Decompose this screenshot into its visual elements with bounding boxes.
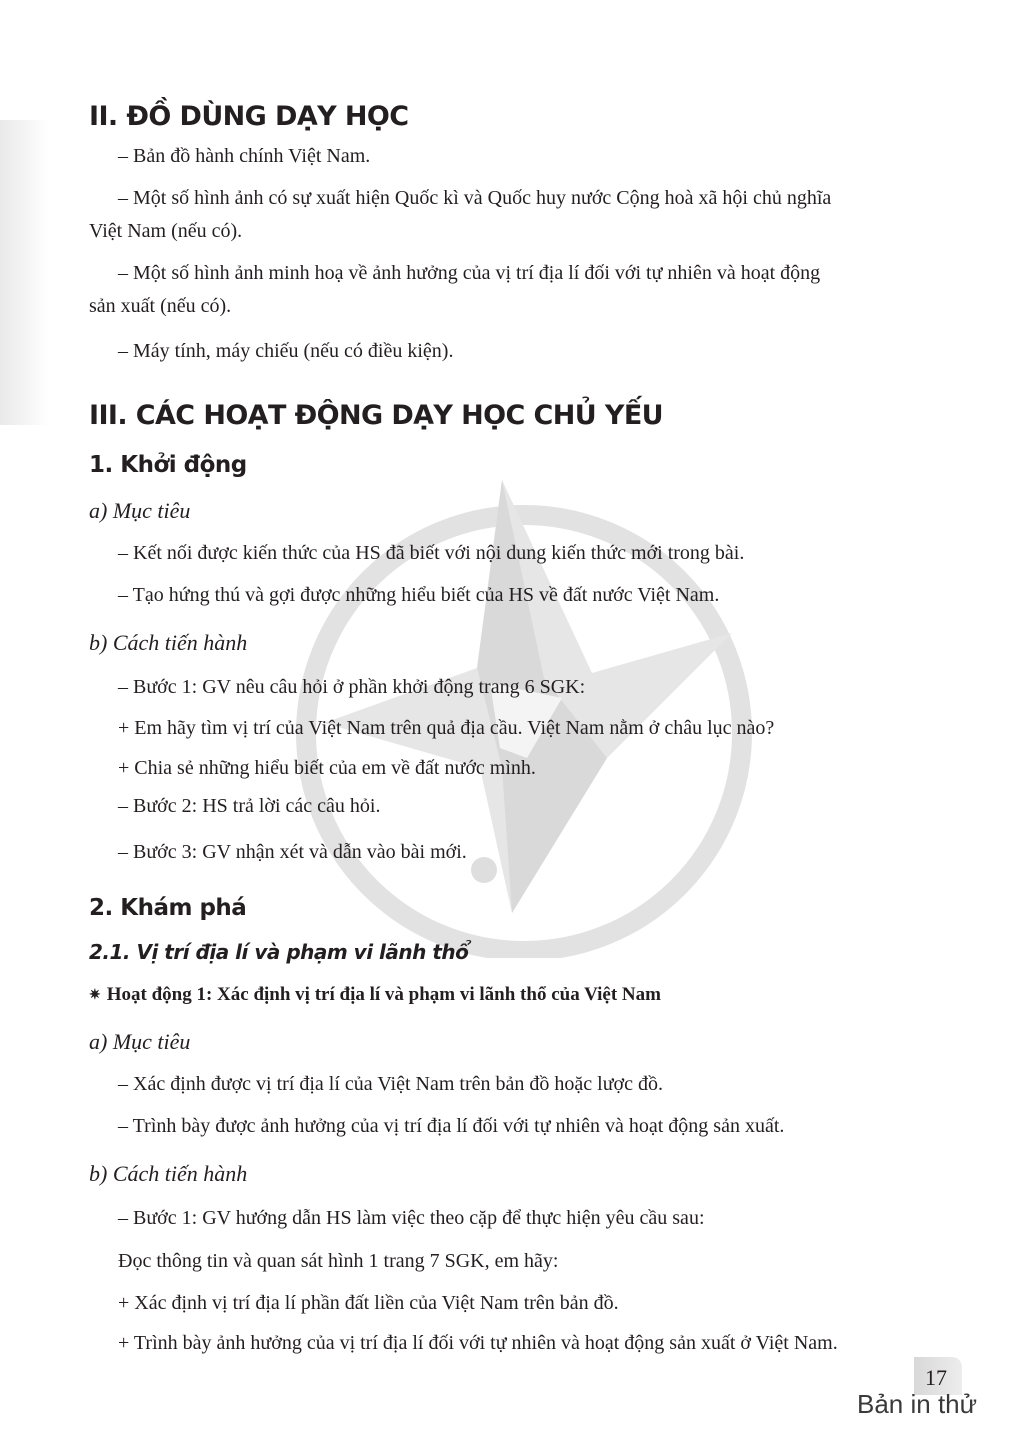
procedure-step: Đọc thông tin và quan sát hình 1 trang 7 SGK, em hãy: (118, 1250, 559, 1272)
objective-item: – Trình bày được ảnh hưởng của vị trí địa lí đối với tự nhiên và hoạt động sản xuất. (118, 1115, 785, 1137)
page-number: 17 (925, 1365, 947, 1390)
materials-item: – Một số hình ảnh minh hoạ về ảnh hưởng của vị trí địa lí đối với tự nhiên và hoạt động (118, 262, 821, 284)
publisher-watermark-logo (262, 458, 782, 958)
section-heading-activities: III. CÁC HOẠT ĐỘNG DẠY HỌC CHỦ YẾU (89, 400, 663, 431)
objective-item: – Kết nối được kiến thức của HS đã biết với nội dung kiến thức mới trong bài. (118, 542, 745, 564)
materials-item-continued: Việt Nam (nếu có). (89, 220, 243, 242)
materials-item-continued: sản xuất (nếu có). (89, 295, 232, 317)
procedure-label: b) Cách tiến hành (89, 1161, 248, 1186)
materials-item: – Máy tính, máy chiếu (nếu có điều kiện). (118, 340, 454, 362)
draft-label: Bản in thử (857, 1389, 978, 1419)
procedure-step: + Trình bày ảnh hưởng của vị trí địa lí đối với tự nhiên và hoạt động sản xuất ở Việt Nam. (118, 1332, 838, 1354)
objective-label: a) Mục tiêu (89, 498, 191, 523)
objective-item: – Xác định được vị trí địa lí của Việt Nam trên bản đồ hoặc lược đồ. (118, 1073, 663, 1095)
objective-label: a) Mục tiêu (89, 1029, 191, 1054)
procedure-step: + Xác định vị trí địa lí phần đất liền của Việt Nam trên bản đồ. (118, 1292, 619, 1314)
part-heading-warmup: 1. Khởi động (89, 452, 247, 478)
part-heading-explore: 2. Khám phá (89, 895, 247, 921)
activity-title-text: Hoạt động 1: Xác định vị trí địa lí và phạm vi lãnh thổ của Việt Nam (106, 984, 661, 1005)
materials-item: – Bản đồ hành chính Việt Nam. (118, 145, 371, 167)
procedure-step: – Bước 1: GV nêu câu hỏi ở phần khởi động trang 6 SGK: (118, 676, 586, 698)
procedure-step: – Bước 3: GV nhận xét và dẫn vào bài mới. (118, 841, 467, 863)
procedure-step: + Chia sẻ những hiểu biết của em về đất nước mình. (118, 757, 536, 779)
asterisk-icon: ✷ (89, 988, 101, 1003)
objective-item: – Tạo hứng thú và gợi được những hiểu biết của HS về đất nước Việt Nam. (118, 584, 720, 606)
materials-item: – Một số hình ảnh có sự xuất hiện Quốc kì và Quốc huy nước Cộng hoà xã hội chủ nghĩa (118, 187, 832, 209)
section-heading-materials: II. ĐỒ DÙNG DẠY HỌC (89, 101, 409, 132)
activity-title (89, 984, 661, 1006)
subsection-heading: 2.1. Vị trí địa lí và phạm vi lãnh thổ (89, 940, 469, 964)
margin-bar (0, 120, 48, 425)
procedure-label: b) Cách tiến hành (89, 630, 248, 655)
procedure-step: – Bước 2: HS trả lời các câu hỏi. (118, 795, 381, 817)
procedure-step: + Em hãy tìm vị trí của Việt Nam trên quả địa cầu. Việt Nam nằm ở châu lục nào? (118, 717, 775, 739)
procedure-step: – Bước 1: GV hướng dẫn HS làm việc theo cặp để thực hiện yêu cầu sau: (118, 1207, 705, 1229)
